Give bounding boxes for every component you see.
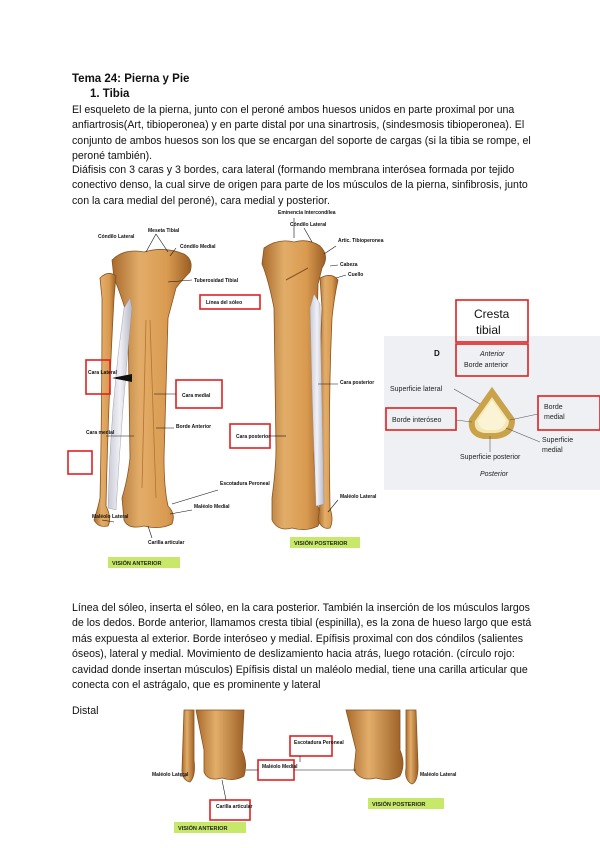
label-artic-tibioperonea: Artic. Tibioperonea (338, 238, 384, 244)
label-borde-medial-l2: medial (544, 414, 565, 421)
label-maleolo-medial-distal: Maléolo Medial (262, 764, 298, 770)
box-carilla-articular (210, 800, 253, 820)
label-cabeza: Cabeza (340, 262, 358, 268)
label-anterior: Anterior (480, 351, 505, 358)
box-escotadura (290, 736, 332, 756)
page-title: Tema 24: Pierna y Pie (72, 73, 190, 85)
label-cara-lateral: Cara Lateral (88, 370, 117, 376)
tibia-figure (72, 208, 384, 578)
label-sup-medial-l2: medial (542, 447, 563, 454)
box-partial-left (68, 451, 92, 474)
label-tuberosidad-tibial: Tuberosidad Tibial (194, 278, 238, 284)
label-distal: Distal (72, 705, 99, 717)
label-borde-medial-l1: Borde (544, 404, 563, 411)
label-section-letter: D (434, 349, 440, 358)
label-maleolo-lateral-post: Maléolo Lateral (340, 494, 377, 500)
label-sup-lateral: Superficie lateral (390, 386, 443, 393)
label-maleolo-lateral: Maléolo Lateral (92, 514, 129, 520)
label-linea-soleo: Línea del sóleo (206, 300, 243, 306)
paragraph-intro: El esqueleto de la pierna, junto con el peroné ambos huesos unidos en parte proximal por una anfiartrosis(Art, tibioperonea) y en parte distal por una sinartrosis, (sindesmosis tibioperonea). El conjunto de ambos huesos son los que se encargan del soporte de cargas (si la tibia se rompe, el peroné también). (72, 104, 531, 163)
box-maleolo-medial (258, 760, 294, 780)
label-distal-vision-posterior: VISIÓN POSTERIOR (372, 802, 426, 808)
label-carilla-articular: Carilla articular (148, 540, 185, 546)
label-sup-posterior: Superficie posterior (460, 454, 521, 461)
label-distal-vision-anterior: VISIÓN ANTERIOR (178, 826, 228, 832)
label-borde-anterior: Borde Anterior (176, 424, 212, 430)
label-sup-medial-l1: Superficie (542, 437, 574, 444)
label-eminencia: Eminencia Intercondílea (278, 210, 336, 216)
label-borde-interoseo: Borde interóseo (392, 417, 442, 424)
label-meseta-tibial: Meseta Tibial (148, 228, 180, 234)
label-cara-medial: Cara medial (86, 430, 115, 436)
label-carilla-distal: Carilla articular (216, 804, 253, 810)
label-vision-posterior: VISIÓN POSTERIOR (294, 541, 348, 547)
paragraph-soleo: Línea del sóleo, inserta el sóleo, en la cara posterior. También la inserción de los músculos largos de los dedos. Borde anterior, llamamos cresta tibial (espinilla), es la zona de hueso largo que está más expuesta al exterior. Borde interóseo y medial. Epífisis proximal con dos cóndilos (salientes óseos), lateral y medial. Movimiento de deslizamiento hacia atrás, luego rotación. (círculo rojo: cavidad donde insertan músculos) Epífisis distal un maléolo medial, tiene una carilla articular que conecta con el astrágalo, que es prominente y lateral (72, 602, 532, 692)
label-escotadura-distal: Escotadura Peroneal (294, 740, 344, 746)
section-heading: 1. Tibia (90, 88, 130, 100)
distal-figure (150, 710, 457, 836)
label-cara-posterior: Cara posterior (340, 380, 375, 386)
label-escotadura: Escotadura Peroneal (220, 481, 270, 487)
label-condilo-medial: Cóndilo Medial (180, 244, 216, 250)
label-maleolo-medial: Maléolo Medial (194, 504, 230, 510)
label-cara-medial-box: Cara medial (182, 393, 211, 399)
label-cuello: Cuello (348, 272, 364, 278)
label-posterior: Posterior (480, 471, 509, 478)
label-cresta-l1: Cresta (474, 307, 510, 321)
tibia-cross-section-figure (384, 296, 600, 492)
paragraph-diafisis: Diáfisis con 3 caras y 3 bordes, cara lateral (formando membrana interósea formada por tejido conectivo denso, la cual sirve de origen para parte de los músculos de la pierna, sinfibrosis, junto con la cara medial del peroné), cara medial y posterior. (72, 164, 528, 207)
label-condilo-lateral: Cóndilo Lateral (98, 234, 135, 240)
label-vision-anterior: VISIÓN ANTERIOR (112, 561, 162, 567)
posterior-view-bones (262, 241, 338, 530)
label-maleolo-lateral-distal: Maléolo Lateral (420, 772, 457, 778)
label-cresta-l2: tibial (476, 323, 501, 337)
label-maleolo-lateral-a: Maléolo Lateral (152, 772, 189, 778)
label-cara-posterior-box: Cara posterior (236, 434, 271, 440)
label-condilo-lateral-post: Cóndilo Lateral (290, 222, 327, 228)
label-borde-anterior: Borde anterior (464, 362, 509, 369)
